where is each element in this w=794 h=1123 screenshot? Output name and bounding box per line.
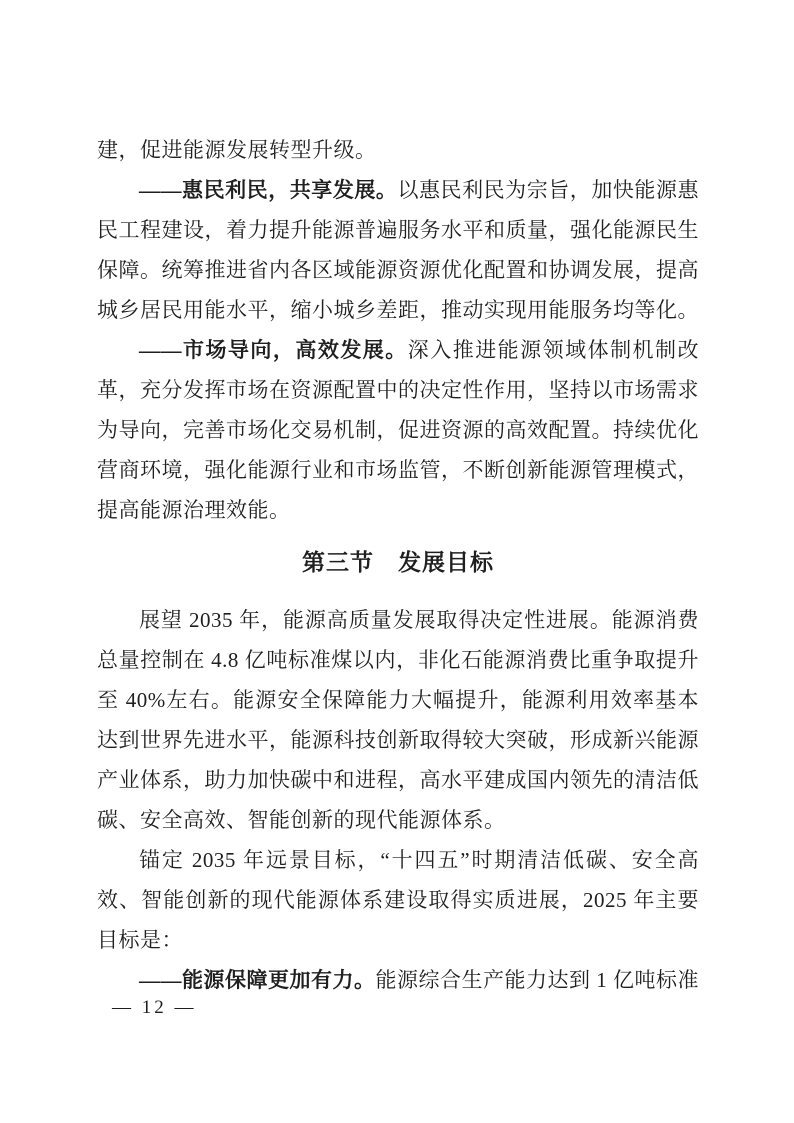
paragraph: 锚定 2035 年远景目标，“十四五”时期清洁低碳、安全高效、智能创新的现代能源体系建设取得实质进展，2025 年主要目标是： [97, 848, 699, 952]
principle-text: 以惠民利民为宗旨，加快能源惠民工程建设，着力提升能源普遍服务水平和质量，强化能源民生保障。统筹推进省内各区域能源资源优化配置和协调发展，提高城乡居民用能水平，缩小城乡差距，推动实现用能服务均等化。 [97, 178, 700, 322]
principle-text: 深入推进能源领域体制机制改革，充分发挥市场在资源配置中的决定性作用，坚持以市场需求为导向，完善市场化交易机制，促进资源的高效配置。持续优化营商环境，强化能源行业和市场监管，不断创新能源管理模式，提高能源治理效能。 [97, 338, 700, 522]
principle-lead: ——惠民利民，共享发展。 [139, 178, 398, 202]
goal-lead: ——能源保障更加有力。 [139, 968, 376, 992]
principle-lead: ——市场导向，高效发展。 [139, 338, 408, 362]
paragraph-text: 建，促进能源发展转型升级。 [97, 138, 377, 162]
principle-item [97, 170, 699, 330]
paragraph: 展望 2035 年，能源高质量发展取得决定性进展。能源消费总量控制在 4.8 亿吨标准煤以内，非化石能源消费比重争取提升至 40%左右。能源安全保障能力大幅提升，能源利用效率基本达到世界先进水平，能源科技创新取得较大突破，形成新兴能源产业体系，助力加快碳中和进程，高水平建成国内领先的清洁低碳、安全高效、智能创新的现代能源体系。 [97, 608, 699, 832]
paragraph-carryover [97, 130, 699, 170]
section-heading: 第三节 发展目标 [302, 549, 494, 575]
principle-item [97, 330, 699, 530]
page-body-text [97, 130, 699, 1000]
page-number: — 12 — [112, 997, 197, 1018]
goal-text: 能源综合生产能力达到 1 亿吨标准 [375, 968, 699, 992]
goal-item [97, 960, 699, 1000]
